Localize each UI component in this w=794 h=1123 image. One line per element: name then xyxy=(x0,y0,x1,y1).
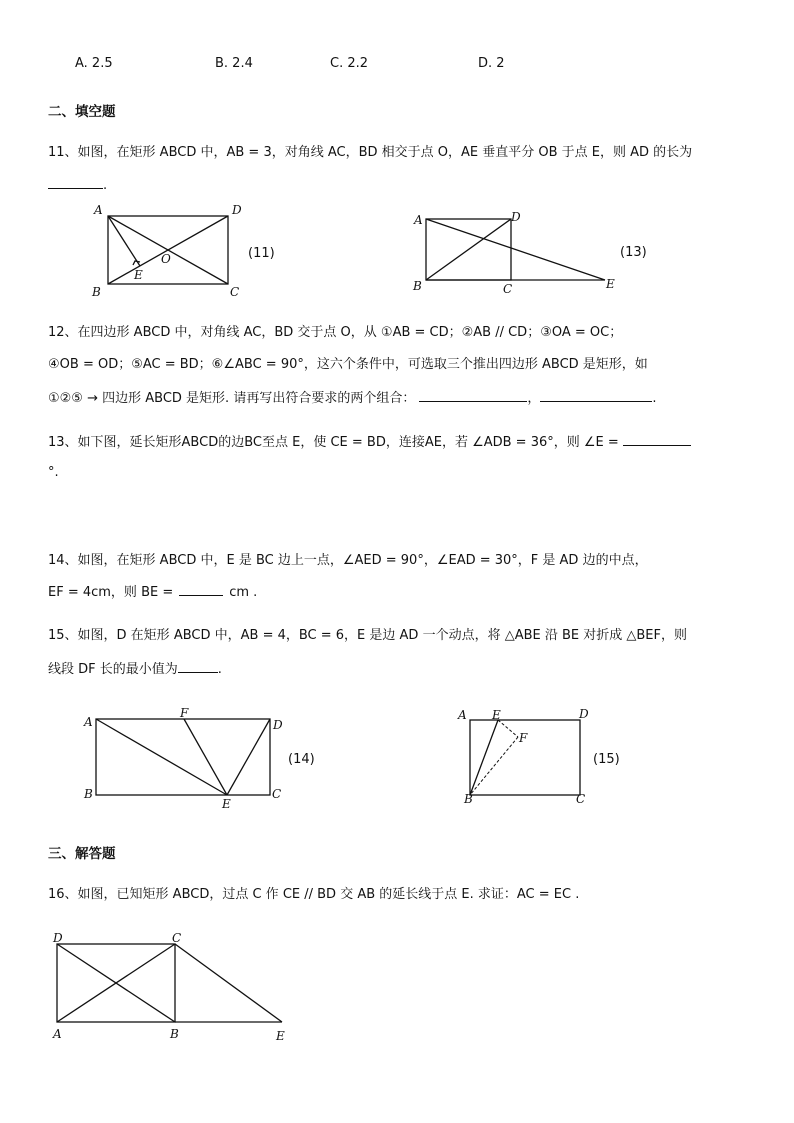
q11-answer-line xyxy=(48,176,107,194)
q11-tail: . xyxy=(103,178,108,193)
q14-line2-head: EF = 4cm，则 BE = xyxy=(48,585,174,600)
q14-text-line1: 14、如图，在矩形 ABCD 中，E 是 BC 边上一点，∠AED = 90°，∠EAD = 30°，F 是 AD 边的中点， xyxy=(48,553,648,568)
option-a: A. 2.5 xyxy=(75,56,113,71)
f14-label-E: E xyxy=(222,797,231,811)
f16-label-C: C xyxy=(172,931,182,945)
f15-label-D: D xyxy=(579,707,589,721)
f15-label-C: C xyxy=(576,792,586,806)
f16-label-A: A xyxy=(53,1027,62,1041)
option-b: B. 2.4 xyxy=(215,56,253,71)
figure-13 xyxy=(408,208,658,298)
f16-label-E: E xyxy=(276,1029,285,1043)
f13-label-A: A xyxy=(414,213,423,227)
q12-text-line1: 12、在四边形 ABCD 中，对角线 AC，BD 交于点 O，从 ①AB = CD；②AB // CD；③OA = OC； xyxy=(48,325,623,340)
section-heading-solve: 三、解答题 xyxy=(48,846,116,862)
f15-label-B: B xyxy=(464,792,473,806)
q14-text-line2 xyxy=(48,583,257,601)
f14-label-D: D xyxy=(273,718,283,732)
f14-tag: (14) xyxy=(288,752,315,767)
f13-tag: (13) xyxy=(620,245,647,260)
q13-line2: °. xyxy=(48,465,59,480)
q13-blank[interactable] xyxy=(623,433,691,446)
q15-blank[interactable] xyxy=(178,660,218,673)
f11-label-O: O xyxy=(161,252,171,266)
q12-blank-2[interactable] xyxy=(540,389,652,402)
q11-text: 11、如图，在矩形 ABCD 中，AB = 3，对角线 AC，BD 相交于点 O，AE 垂直平分 OB 于点 E，则 AD 的长为 xyxy=(48,145,693,160)
q12-line3-sep: ， xyxy=(527,391,541,406)
q15-line2-head: 线段 DF 长的最小值为 xyxy=(48,662,178,677)
figure-14 xyxy=(80,705,330,815)
f15-label-F: F xyxy=(519,731,528,745)
option-d: D. 2 xyxy=(478,56,505,71)
f13-label-C: C xyxy=(503,282,513,296)
f16-label-D: D xyxy=(53,931,63,945)
section-heading-fill-in: 二、填空题 xyxy=(48,104,116,120)
f11-label-B: B xyxy=(92,285,101,299)
option-c: C. 2.2 xyxy=(330,56,369,71)
figure-16 xyxy=(48,928,298,1043)
q12-line3-tail: . xyxy=(652,391,657,406)
f14-label-A: A xyxy=(84,715,93,729)
f11-label-A: A xyxy=(94,203,103,217)
f13-label-B: B xyxy=(413,279,422,293)
q11-blank[interactable] xyxy=(48,176,103,189)
q12-text-line2: ④OB = OD；⑤AC = BD；⑥∠ABC = 90°，这六个条件中，可选取三个推出四边形 ABCD 是矩形，如 xyxy=(48,357,648,372)
q13-line1: 13、如下图，延长矩形ABCD的边BC至点 E，使 CE = BD，连接AE，若 ∠ADB = 36°，则 ∠E = xyxy=(48,435,619,450)
f16-label-B: B xyxy=(170,1027,179,1041)
q13-text xyxy=(48,433,691,451)
q12-line3-head: ①②⑤ → 四边形 ABCD 是矩形. 请再写出符合要求的两个组合： xyxy=(48,391,416,406)
f13-label-E: E xyxy=(606,277,615,291)
figure-15 xyxy=(455,705,635,810)
q14-unit: cm . xyxy=(229,585,258,600)
q16-text: 16、如图，已知矩形 ABCD，过点 C 作 CE // BD 交 AB 的延长线于点 E. 求证：AC = EC . xyxy=(48,887,580,902)
q15-text-line1: 15、如图，D 在矩形 ABCD 中，AB = 4，BC = 6，E 是边 AD 一个动点，将 △ABE 沿 BE 对折成 △BEF，则 xyxy=(48,628,687,643)
f11-label-D: D xyxy=(232,203,242,217)
q15-text-line2 xyxy=(48,660,222,678)
f14-label-B: B xyxy=(84,787,93,801)
f11-label-C: C xyxy=(230,285,240,299)
q12-blank-1[interactable] xyxy=(419,389,527,402)
f11-tag: (11) xyxy=(248,246,275,261)
f13-label-D: D xyxy=(511,210,521,224)
f15-label-A: A xyxy=(458,708,467,722)
f15-label-E: E xyxy=(492,708,501,722)
q12-text-line3 xyxy=(48,389,656,407)
f14-label-C: C xyxy=(272,787,282,801)
q14-blank[interactable] xyxy=(179,583,223,596)
f14-label-F: F xyxy=(180,706,189,720)
f15-tag: (15) xyxy=(593,752,620,767)
figure-11 xyxy=(85,200,285,300)
f11-label-E: E xyxy=(134,268,143,282)
q15-line2-tail: . xyxy=(217,662,222,677)
